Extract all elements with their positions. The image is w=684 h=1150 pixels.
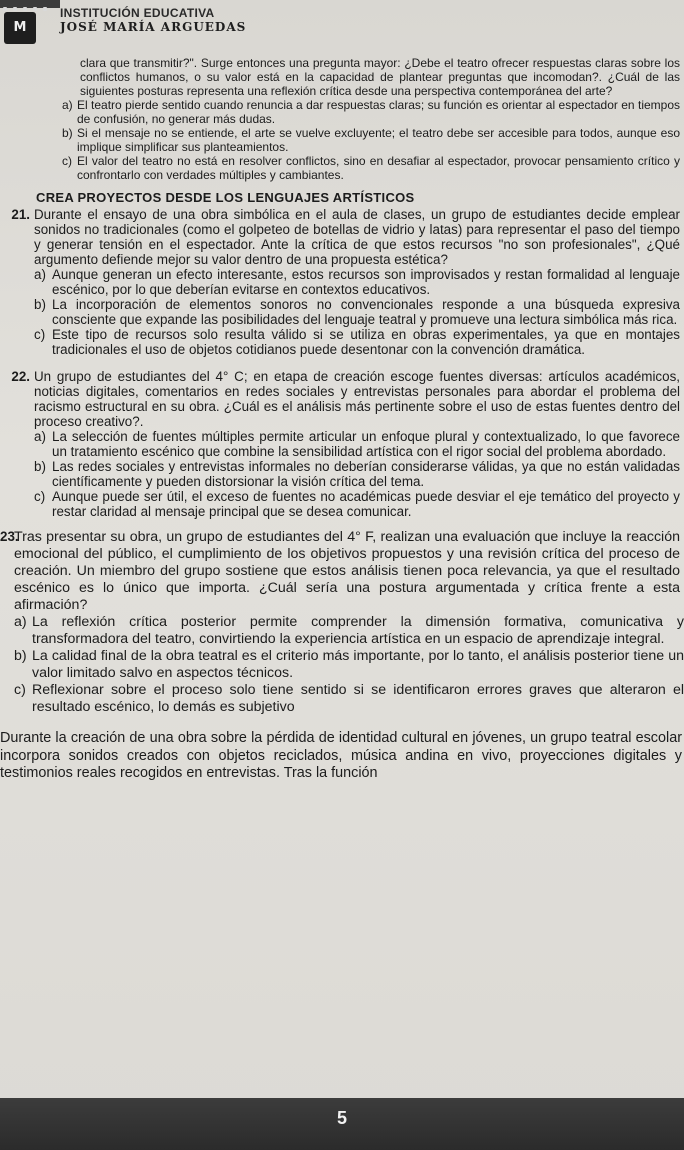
option-label: c) bbox=[34, 327, 46, 342]
option-text: Aunque puede ser útil, el exceso de fuentes no académicas puede desviar el eje temático del proyecto y restar claridad al mensaje principal que se desea comunicar. bbox=[52, 489, 680, 519]
intro-option-a bbox=[62, 98, 680, 126]
question-number: 23. bbox=[0, 529, 19, 544]
intro-options bbox=[62, 98, 680, 182]
question-23 bbox=[0, 529, 684, 614]
option-text: Las redes sociales y entrevistas informales no deberían considerarse válidas, ya que no están validadas científicamente y pueden distorsionar la visión crítica del tema. bbox=[52, 459, 680, 489]
q23-option-c bbox=[14, 682, 684, 716]
page-content bbox=[0, 56, 684, 783]
intro-option-c bbox=[62, 154, 680, 182]
question-22 bbox=[0, 369, 684, 429]
q22-option-b bbox=[34, 459, 680, 489]
q22-option-c bbox=[34, 489, 680, 519]
q21-option-a bbox=[34, 267, 680, 297]
option-label: c) bbox=[62, 154, 72, 168]
option-label: a) bbox=[62, 98, 73, 112]
option-text: La reflexión crítica posterior permite comprender la dimensión formativa, comunicativa y transformadora del teatro, convirtiendo la experiencia artística en un espacio de aprendizaje integral. bbox=[32, 614, 684, 647]
question-text: Tras presentar su obra, un grupo de estudiantes del 4° F, realizan una evaluación que incluye la reacción emocional del público, el cumplimiento de los objetivos propuestos y una revisión crítica del proceso de creación. Un miembro del grupo sostiene que estos análisis tienen poca relevancia, ya que el resultado escénico es lo único que importa. ¿Cuál sería una postura argumentada y crítica frente a esta afirmación? bbox=[14, 529, 680, 613]
option-text: La incorporación de elementos sonoros no convencionales responde a una búsqueda expresiva consciente que expande las posibilidades del lenguaje teatral y promueve una lectura simbólica más rica. bbox=[52, 297, 680, 327]
page-header bbox=[0, 0, 684, 52]
option-label: c) bbox=[14, 682, 26, 698]
option-label: b) bbox=[34, 297, 46, 312]
intro-option-b bbox=[62, 126, 680, 154]
option-text: La calidad final de la obra teatral es el criterio más importante, por lo tanto, el análisis posterior tiene un valor limitado salvo en aspectos técnicos. bbox=[32, 648, 684, 681]
question-22-options bbox=[34, 429, 684, 519]
q23-option-a bbox=[14, 614, 684, 648]
q21-option-b bbox=[34, 297, 680, 327]
question-21 bbox=[0, 207, 684, 267]
question-text: Durante el ensayo de una obra simbólica en el aula de clases, un grupo de estudiantes decide emplear sonidos no tradicionales (como el golpeteo de botellas de vidrio y latas) para representar el paso del tiempo y generar tensión en el espectador. Ante la crítica de que estos recursos "no son profesionales", ¿Qué argumento defiende mejor su valor dentro de una propuesta estética? bbox=[34, 207, 680, 267]
option-text: Este tipo de recursos solo resulta válido si se utiliza en obras experimentales, ya que en montajes tradicionales el uso de objetos cotidianos puede desentonar con la convención dramática. bbox=[52, 327, 680, 357]
option-label: a) bbox=[34, 429, 46, 444]
question-number: 22. bbox=[11, 369, 30, 384]
option-label: b) bbox=[34, 459, 46, 474]
option-label: c) bbox=[34, 489, 46, 504]
intro-paragraph: clara que transmitir?". Surge entonces una pregunta mayor: ¿Debe el teatro ofrecer respuestas claras sobre los conflictos humanos, o su valor está en la capacidad de plantear preguntas que incomodan?. ¿Cuál de las siguientes posturas representa una reflexión crítica desde una perspectiva contemporánea del arte? bbox=[80, 56, 680, 98]
option-text: El teatro pierde sentido cuando renuncia a dar respuestas claras; su función es orientar al espectador en tiempos de confusión, no generar más dudas. bbox=[77, 98, 680, 126]
option-text: El valor del teatro no está en resolver conflictos, sino en desafiar al espectador, provocar pensamiento crítico y confrontarlo con verdades múltiples y cambiantes. bbox=[77, 154, 680, 182]
option-label: b) bbox=[62, 126, 73, 140]
school-logo: M bbox=[4, 12, 36, 44]
institution-type: INSTITUCIÓN EDUCATIVA bbox=[60, 6, 215, 20]
option-label: a) bbox=[34, 267, 46, 282]
final-paragraph: Durante la creación de una obra sobre la pérdida de identidad cultural en jóvenes, un grupo teatral escolar incorpora sonidos creados con objetos reciclados, música andina en vivo, proyecciones digitales y testimonios reales recogidos en entrevistas. Tras la función bbox=[0, 730, 682, 781]
option-text: Reflexionar sobre el proceso solo tiene sentido si se identificaron errores graves que alteraron el resultado escénico, lo demás es subjetivo bbox=[32, 682, 684, 715]
q21-option-c bbox=[34, 327, 680, 357]
option-label: b) bbox=[14, 648, 27, 664]
page-footer bbox=[0, 1098, 684, 1150]
option-text: Si el mensaje no se entiende, el arte se vuelve excluyente; el teatro debe ser accesible para todos, aunque eso implique simplificar sus planteamientos. bbox=[77, 126, 680, 154]
corner-strip bbox=[0, 0, 60, 8]
institution-name: JOSÉ MARÍA ARGUEDAS bbox=[60, 20, 247, 34]
question-number: 21. bbox=[11, 207, 30, 222]
option-label: a) bbox=[14, 614, 27, 630]
question-21-options bbox=[34, 267, 684, 357]
section-heading: CREA PROYECTOS DESDE LOS LENGUAJES ARTÍSTICOS bbox=[36, 190, 415, 205]
question-text: Un grupo de estudiantes del 4° C; en etapa de creación escoge fuentes diversas: artículos académicos, noticias digitales, comentarios en redes sociales y entrevistas personales para abordar el problema del racismo estructural en su obra. ¿Cuál es el análisis más pertinente sobre el uso de estas fuentes dentro del proceso creativo?. bbox=[34, 369, 680, 429]
option-text: La selección de fuentes múltiples permite articular un enfoque plural y contextualizado, lo que favorece un tratamiento escénico que combine la sensibilidad artística con el rigor social del problema abordado. bbox=[52, 429, 680, 459]
page-number: 5 bbox=[336, 1108, 347, 1128]
q23-option-b bbox=[14, 648, 684, 682]
q22-option-a bbox=[34, 429, 680, 459]
question-23-options bbox=[14, 614, 684, 716]
option-text: Aunque generan un efecto interesante, estos recursos son improvisados y restan formalidad al lenguaje escénico, por lo que deberían evitarse en contextos educativos. bbox=[52, 267, 680, 297]
